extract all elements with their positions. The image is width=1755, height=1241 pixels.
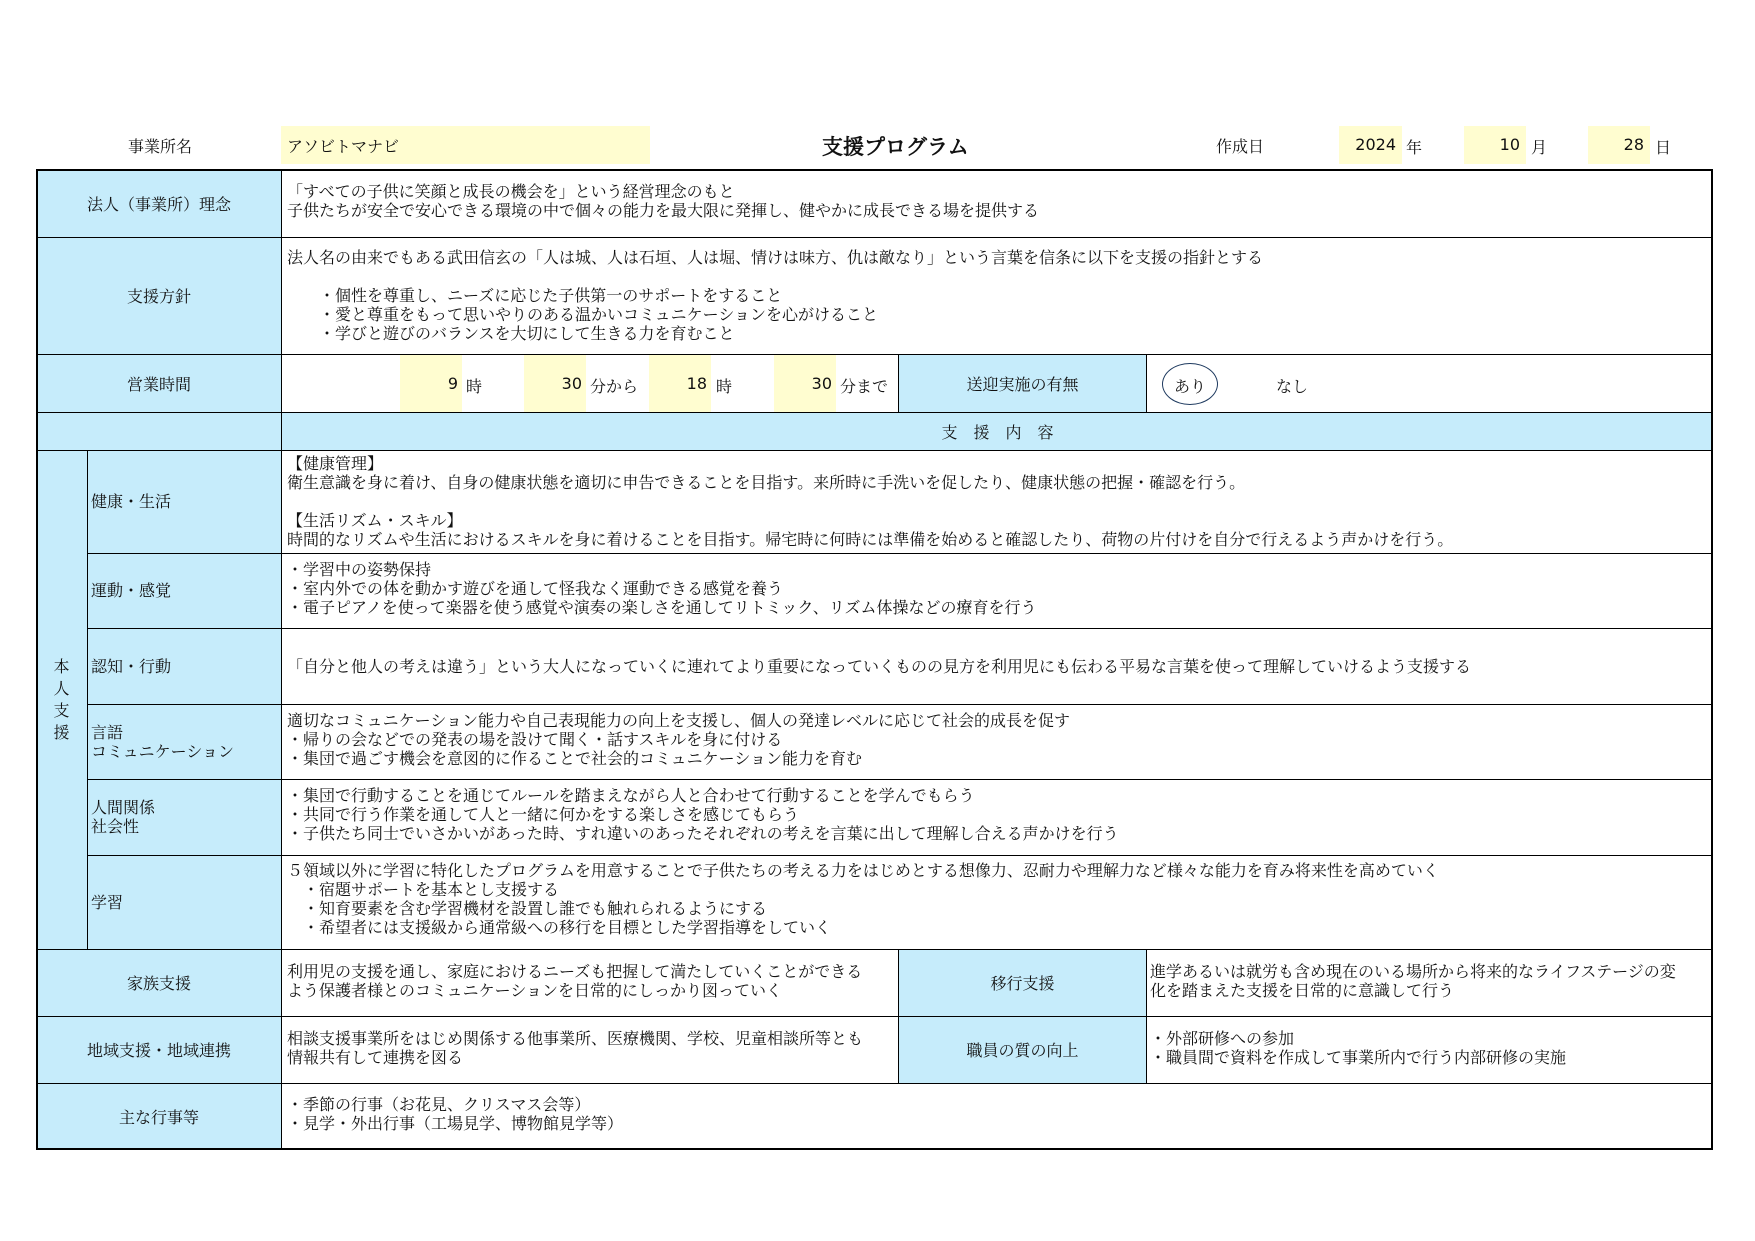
individual-support-label-cell xyxy=(36,450,87,949)
policy-label: 支援方針 xyxy=(126,287,191,306)
cognition-label: 認知・行動 xyxy=(91,656,172,676)
minute-unit-until: 分まで xyxy=(840,377,889,396)
table-hline-12 xyxy=(36,1083,1713,1084)
cognition-label-cell xyxy=(87,628,282,704)
table-hline-11 xyxy=(36,1016,1713,1017)
social-label: 人間関係 社会性 xyxy=(91,798,156,836)
policy-text: 法人名の由来でもある武田信玄の「人は城、人は石垣、人は堀、情けは味方、仇は敵なり」という言葉を信条に以下を支援の指針とする ・個性を尊重し、ニーズに応じた子供第一のサポートをすること ・愛と尊重をもって思いやりのある温かいコミュニケーションを心がけること ・学びと遊びのバランスを大切にして生きる力を育むこと xyxy=(287,248,1264,343)
language-label: 言語 コミュニケーション xyxy=(91,722,235,761)
table-divider-main xyxy=(281,169,282,1150)
individual-support-label: 本 人 支 援 xyxy=(53,656,70,742)
events-label: 主な行事等 xyxy=(118,1108,199,1127)
minute-unit-from: 分から xyxy=(590,377,639,396)
philosophy-label: 法人（事業所）理念 xyxy=(86,194,231,214)
table-hline-9 xyxy=(87,855,1713,856)
community-label-cell xyxy=(36,1016,282,1083)
table-hline-10 xyxy=(36,949,1713,950)
transition-text: 進学あるいは就労も含め現在のいる場所から将来的なライフステージの変 化を踏まえた支援を日常的に意識して行う xyxy=(1150,962,1676,1000)
end-minute-field[interactable] xyxy=(774,355,836,412)
health-text: 【健康管理】 衛生意識を身に着け、自身の健康状態を適切に申告できることを目指す。来所時に手洗いを促したり、健康状態の把握・確認を行う。 【生活リズム・スキル】 時間的なリズムや生活におけるスキルを身に着けることを目指す。帰宅時に何時には準備を始めると確認したり、荷物の片付けを自分で行えるよう声かけを行う。 xyxy=(287,454,1454,549)
learning-text: ５領域以外に学習に特化したプログラムを用意することで子供たちの考える力をはじめとする想像力、忍耐力や理解力など様々な能力を育み将来性を高めていく ・宿題サポートを基本とし支援する ・知育要素を含む学習機材を設置し誰でも触れられるようにする ・希望者には支援級から通常級への移行を目標とした学習指導をしていく xyxy=(287,861,1439,937)
learning-label: 学習 xyxy=(91,892,124,912)
hours-divider-2 xyxy=(1146,354,1147,413)
start-hour-field[interactable] xyxy=(400,355,462,412)
end-hour-value: 18 xyxy=(686,374,707,393)
table-hline-7 xyxy=(87,704,1713,705)
page-title: 支援プログラム xyxy=(822,135,969,159)
cognition-text: 「自分と他人の考えは違う」という大人になっていくに連れてより重要になっていくものの見方を利用児にも伝わる平易な言葉を使って理解していけるよう支援する xyxy=(287,657,1472,676)
transition-label: 移行支援 xyxy=(990,974,1055,993)
transition-label-cell xyxy=(899,949,1146,1016)
table-hline-8 xyxy=(87,779,1713,780)
table-divider-individual xyxy=(87,450,88,949)
motor-text: ・学習中の姿勢保持 ・室内外での体を動かす遊びを通して怪我なく運動できる感覚を養う ・電子ピアノを使って楽器を使う感覚や演奏の楽しさを通してリトミック、リズム体操などの療育を行う xyxy=(287,560,1037,617)
date-label: 作成日 xyxy=(1216,137,1265,156)
year-unit: 年 xyxy=(1406,138,1423,157)
philosophy-text: 「すべての子供に笑顔と成長の機会を」という経営理念のもと 子供たちが安全で安心できる環境の中で個々の能力を最大限に発揮し、健やかに成長できる場を提供する xyxy=(287,182,1040,220)
philosophy-label-cell xyxy=(36,169,282,237)
table-border-right xyxy=(1711,169,1713,1150)
hours-divider-1 xyxy=(898,354,899,413)
day-field[interactable] xyxy=(1588,126,1650,164)
table-border-bottom xyxy=(36,1148,1713,1150)
content-header-left xyxy=(36,413,282,450)
table-hline-6 xyxy=(87,628,1713,629)
month-value: 10 xyxy=(1499,135,1520,154)
content-header-label: 支 援 内 容 xyxy=(941,423,1054,442)
start-minute-value: 30 xyxy=(561,374,582,393)
day-unit: 日 xyxy=(1655,138,1672,157)
content-header xyxy=(282,413,1713,450)
bottom-divider-1 xyxy=(898,949,899,1083)
hour-unit-2: 時 xyxy=(716,377,733,396)
social-text: ・集団で行動することを通じてルールを踏まえながら人と合わせて行動することを学んでもらう ・共同で行う作業を通して人と一緒に何かをする楽しさを感じてもらう ・子供たち同士でいさかいがあった時、すれ違いのあったそれぞれの考えを言葉に出して理解し合える声かけを行う xyxy=(287,786,1119,843)
end-hour-field[interactable] xyxy=(649,355,711,412)
language-text: 適切なコミュニケーション能力や自己表現能力の向上を支援し、個人の発達レベルに応じて社会的成長を促す ・帰りの会などでの発表の場を設けて聞く・話すスキルを身に付ける ・集団で過ごす機会を意図的に作ることで社会的コミュニケーション能力を育む xyxy=(287,711,1071,768)
office-name-label: 事業所名 xyxy=(128,137,193,156)
transport-label: 送迎実施の有無 xyxy=(966,375,1079,394)
events-label-cell xyxy=(36,1083,282,1150)
family-label: 家族支援 xyxy=(126,974,191,993)
table-hline-1 xyxy=(36,237,1713,238)
motor-label-cell xyxy=(87,553,282,628)
social-label-cell xyxy=(87,779,282,855)
transport-label-cell xyxy=(899,355,1146,412)
transport-yes-option[interactable]: あり xyxy=(1174,377,1207,396)
start-hour-value: 9 xyxy=(447,374,458,393)
month-field[interactable] xyxy=(1464,126,1526,164)
start-minute-field[interactable] xyxy=(524,355,586,412)
program-table xyxy=(36,169,1713,1150)
family-text: 利用児の支援を通し、家庭におけるニーズも把握して満たしていくことができる よう保護者様とのコミュニケーションを日常的にしっかり図っていく xyxy=(287,962,863,1000)
family-label-cell xyxy=(36,949,282,1016)
office-name-field[interactable] xyxy=(281,126,650,164)
staff-label-cell xyxy=(899,1016,1146,1083)
day-value: 28 xyxy=(1623,135,1644,154)
table-hline-3 xyxy=(36,412,1713,413)
office-name-value: アソビトマナビ xyxy=(287,136,400,156)
community-label: 地域支援・地域連携 xyxy=(86,1041,231,1060)
table-hline-2 xyxy=(36,354,1713,355)
table-border-left xyxy=(36,169,38,1150)
events-text: ・季節の行事（お花見、クリスマス会等） ・見学・外出行事（工場見学、博物館見学等） xyxy=(287,1095,624,1133)
learning-label-cell xyxy=(87,855,282,949)
health-label: 健康・生活 xyxy=(91,492,172,511)
community-text: 相談支援事業所をはじめ関係する他事業所、医療機関、学校、児童相談所等とも 情報共有して連携を図る xyxy=(287,1029,864,1067)
transport-no-option[interactable]: なし xyxy=(1276,377,1309,396)
policy-label-cell xyxy=(36,237,282,354)
end-minute-value: 30 xyxy=(811,374,832,393)
language-label-cell xyxy=(87,704,282,779)
hours-label: 営業時間 xyxy=(126,375,191,394)
health-label-cell xyxy=(87,450,282,553)
year-value: 2024 xyxy=(1355,135,1396,154)
motor-label: 運動・感覚 xyxy=(91,581,172,600)
month-unit: 月 xyxy=(1531,138,1548,157)
staff-label: 職員の質の向上 xyxy=(966,1041,1079,1060)
staff-text: ・外部研修への参加 ・職員間で資料を作成して事業所内で行う内部研修の実施 xyxy=(1150,1029,1567,1067)
year-field[interactable] xyxy=(1339,126,1402,164)
table-border-top xyxy=(36,169,1713,171)
table-hline-4 xyxy=(36,450,1713,451)
hour-unit-1: 時 xyxy=(466,377,483,396)
bottom-divider-2 xyxy=(1146,949,1147,1083)
hours-label-cell xyxy=(36,354,282,413)
table-hline-5 xyxy=(87,553,1713,554)
